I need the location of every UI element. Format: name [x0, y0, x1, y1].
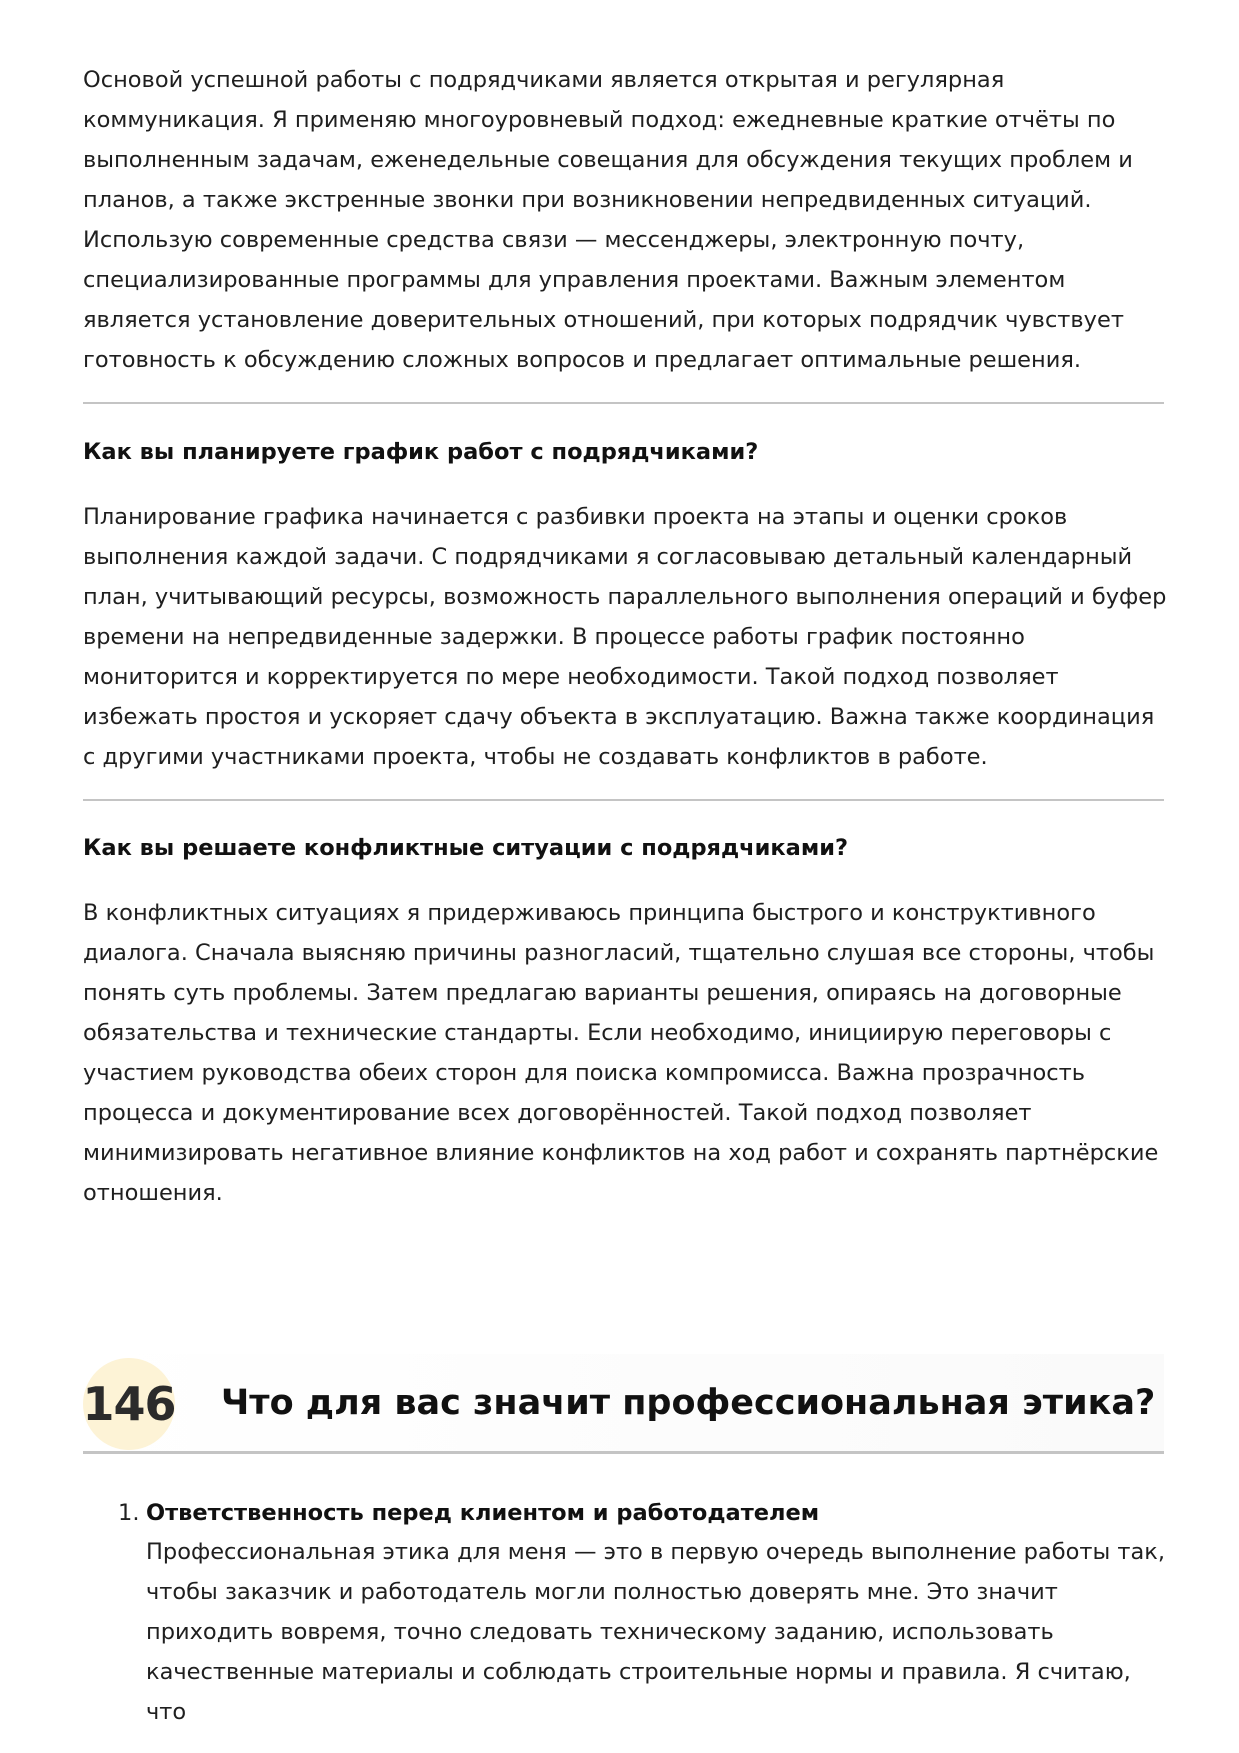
answer-paragraph: Планирование графика начинается с разбивки проекта на этапы и оценки сроков выполнения каждой задачи. С подрядчиками я согласовываю детальный календарный план, учитывающий ресурсы, возможность параллельного выполнения операций и буфер времени на непредвиденные задержки. В процессе работы график постоянно мониторится и корректируется по мере необходимости. Такой подход позволяет избежать простоя и ускоряет сдачу объекта в эксплуатацию. Важна также координация с другими участниками проекта, чтобы не создавать конфликтов в работе.	[83, 504, 1167, 770]
divider	[83, 402, 1164, 404]
section-number-badge: 146	[83, 1358, 175, 1450]
section-title: Что для вас значит профессиональная этика?	[221, 1383, 1156, 1423]
question-heading: Как вы планируете график работ с подрядчиками?	[83, 439, 759, 465]
section-header	[83, 1354, 1164, 1454]
list-item-title: Ответственность перед клиентом и работодателем	[146, 1500, 820, 1526]
divider	[83, 799, 1164, 801]
answer-paragraph: В конфликтных ситуациях я придерживаюсь принципа быстрого и конструктивного диалога. Сначала выясняю причины разногласий, тщательно слушая все стороны, чтобы понять суть проблемы. Затем предлагаю варианты решения, опираясь на договорные обязательства и технические стандарты. Если необходимо, инициирую переговоры с участием руководства обеих сторон для поиска компромисса. Важна прозрачность процесса и документирование всех договорённостей. Такой подход позволяет минимизировать негативное влияние конфликтов на ход работ и сохранять партнёрские отношения.	[83, 900, 1159, 1206]
question-heading: Как вы решаете конфликтные ситуации с подрядчиками?	[83, 835, 849, 861]
section-divider	[83, 1451, 1164, 1454]
list-item-marker: 1.	[118, 1500, 140, 1526]
intro-paragraph: Основой успешной работы с подрядчиками является открытая и регулярная коммуникация. Я применяю многоуровневый подход: ежедневные краткие отчёты по выполненным задачам, еженедельные совещания для обсуждения текущих проблем и планов, а также экстренные звонки при возникновении непредвиденных ситуаций. Использую современные средства связи — мессенджеры, электронную почту, специализированные программы для управления проектами. Важным элементом является установление доверительных отношений, при которых подрядчик чувствует готовность к обсуждению сложных вопросов и предлагает оптимальные решения.	[83, 67, 1133, 373]
list-item-body: Профессиональная этика для меня — это в первую очередь выполнение работы так, чтобы заказчик и работодатель могли полностью доверять мне. Это значит приходить вовремя, точно следовать техническому заданию, использовать качественные материалы и соблюдать строительные нормы и правила. Я считаю, что	[146, 1539, 1166, 1725]
